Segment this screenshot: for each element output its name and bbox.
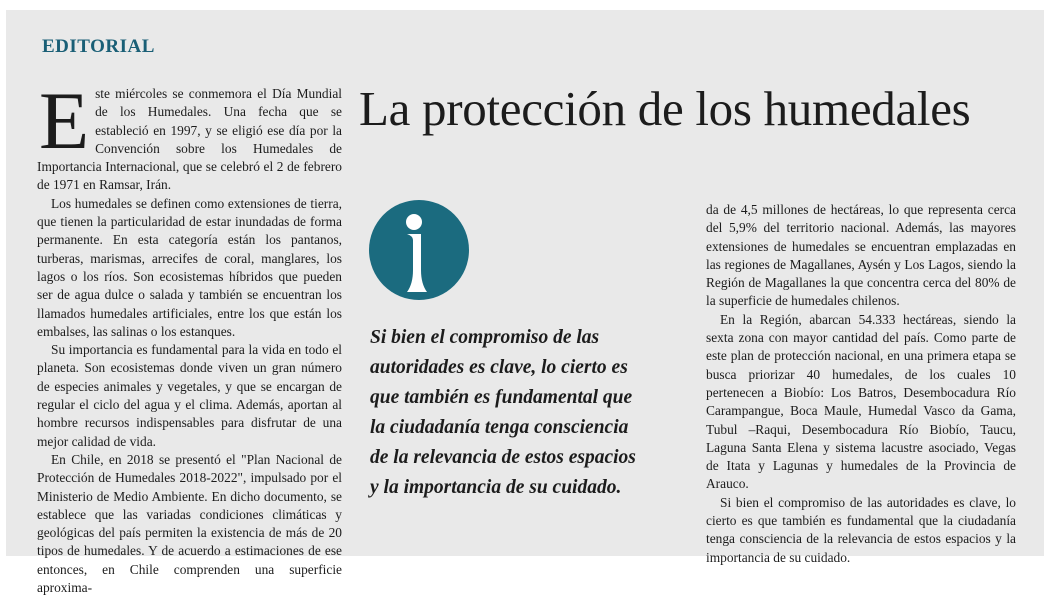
left-column — [37, 75, 342, 597]
paragraph-1 — [37, 75, 342, 195]
pull-quote-line: la ciudadanía tenga consciencia — [370, 417, 629, 438]
pull-quote-line: de la relevancia de estos espacios — [370, 447, 636, 468]
paragraph-5: da de 4,5 millones de hectáreas, lo que representa cerca del 5,9% del territorio nacional. Además, las mayores extensiones de humedales se encuentran emplazadas en las regiones de Magallanes, Aysén y Los Lagos, siendo la Región de Magallanes la que concentra cerca del 80% de la superficie de humedales chilenos. — [706, 202, 1016, 309]
headline: La protección de los humedales — [359, 81, 971, 136]
paragraph-2: Los humedales se definen como extensiones de tierra, que tienen la particularidad de estar inundadas de forma permanente. En esta categoría están los pantanos, turberas, marismas, arrecifes de coral, manglares, los lagos o los ríos. Son ecosistemas híbridos que pueden ser de agua dulce o salada y también se encuentran los llamados humedales artificiales, entre los que están los embalses, las salinas o los estanques. — [37, 195, 342, 339]
section-label: EDITORIAL — [42, 36, 155, 57]
pull-quote-line: y la importancia de su cuidado. — [370, 477, 622, 498]
pull-quote-line: que también es fundamental que — [370, 387, 633, 408]
editorial-page — [6, 10, 1044, 596]
info-icon-dot — [406, 214, 422, 230]
paragraph-6: En la Región, abarcan 54.333 hectáreas, siendo la sexta zona con mayor cantidad del país. Como parte de este plan de protección nacional, en una primera etapa se busca priorizar 40 humedales, de los cuales 10 pertenecen a Biobío: Los Batros, Desembocadura Río Carampangue, Boca Maule, Humedal Vasco da Gama, Tubul –Raqui, Desembocadura Río Biobío, Taucu, Laguna Santa Elena y sistema lacustre asociado, Vegas de Itata y Lagunas y humedales de la Provincia de Arauco. — [706, 311, 1016, 492]
paragraph-7: Si bien el compromiso de las autoridades es clave, lo cierto es que también es fundamental que la ciudadanía tenga consciencia de la relevancia de estos espacios y la importancia de su cuidado. — [706, 494, 1016, 565]
info-icon — [369, 200, 469, 300]
paragraph-text: ste miércoles se conmemora el Día Mundial de los Humedales. Una fecha que se estableció en 1997, y se eligió ese día por la Convención sobre los Humedales de Importancia Internacional, que se celebró el 2 de febrero de 1971 en Ramsar, Irán. — [37, 86, 342, 193]
pull-quote-line: Si bien el compromiso de las — [370, 327, 600, 348]
paragraph-3: Su importancia es fundamental para la vida en todo el planeta. Son ecosistemas donde viven un gran número de especies animales y vegetales, y que se encargan de regular el ciclo del agua y el clima. Además, aportan al hombre recursos indispensables para disfrutar de una mejor calidad de vida. — [37, 342, 342, 449]
right-column — [706, 201, 1016, 567]
pull-quote-line: autoridades es clave, lo cierto es — [370, 357, 628, 378]
drop-cap: E — [39, 75, 90, 166]
pull-quote — [370, 323, 690, 503]
paragraph-4: En Chile, en 2018 se presentó el "Plan Nacional de Protección de Humedales 2018-2022", impulsado por el Ministerio de Medio Ambiente. En dicho documento, se establece que las variadas condiciones climáticas y geológicas del país permiten la existencia de más de 20 tipos de humedales. Y de acuerdo a estimaciones de ese entonces, en Chile comprenden una superficie aproxima- — [37, 451, 342, 596]
